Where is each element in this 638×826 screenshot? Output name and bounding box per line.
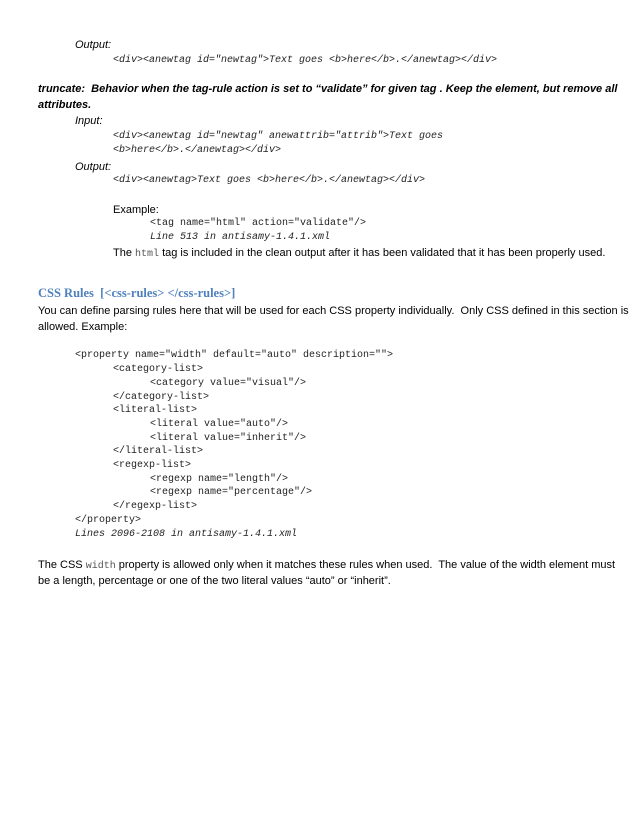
code-line: </property> <box>75 515 142 526</box>
truncate-description-line-2: attributes. <box>38 99 92 111</box>
code-line: <literal value="auto"/> <box>150 419 289 430</box>
code-line: <property name="width" default="auto" description=""> <box>75 350 394 361</box>
css-width-note-line-2: be a length, percentage or one of the two literal values “auto” or “inherit”. <box>38 575 391 587</box>
css-rules-paragraph-line-2: allowed. Example: <box>38 321 128 333</box>
code-line: <literal-list> <box>113 405 198 416</box>
input-code-line-2: <b>here</b>.</anewtag></div> <box>113 145 282 156</box>
html-note-post: tag is included in the clean output after it has been validated that it has been properly used. <box>159 247 606 259</box>
example-code: <tag name="html" action="validate"/> <box>150 218 367 229</box>
input-code-line-1: <div><anewtag id="newtag" anewattrib="attrib">Text goes <box>113 131 444 142</box>
output-label-2: Output: <box>75 161 112 173</box>
code-line: </regexp-list> <box>113 501 198 512</box>
output-label: Output: <box>75 39 112 51</box>
width-inline-code: width <box>85 561 116 572</box>
code-line: <regexp name="percentage"/> <box>150 487 313 498</box>
code-line: </literal-list> <box>113 446 204 457</box>
width-note-post: property is allowed only when it matches these rules when used. The value of the width element must <box>115 559 616 571</box>
code-line: <category-list> <box>113 364 204 375</box>
html-inline-code: html <box>135 249 160 260</box>
code-line: </category-list> <box>113 392 210 403</box>
html-note-pre: The <box>113 247 136 259</box>
output-code: <div><anewtag id="newtag">Text goes <b>here</b>.</anewtag></div> <box>113 55 498 66</box>
code-reference: Lines 2096-2108 in antisamy-1.4.1.xml <box>75 529 298 540</box>
code-line: <literal value="inherit"/> <box>150 433 307 444</box>
css-rules-heading: CSS Rules [<css-rules> </css-rules>] <box>38 286 236 300</box>
css-width-note-line-1 <box>38 558 615 574</box>
width-note-pre: The CSS <box>38 559 86 571</box>
output-code-2: <div><anewtag>Text goes <b>here</b>.</anewtag></div> <box>113 175 426 186</box>
code-line: <regexp name="length"/> <box>150 474 289 485</box>
code-line: <regexp-list> <box>113 460 192 471</box>
example-label: Example: <box>113 204 159 216</box>
truncate-description-line-1: truncate: Behavior when the tag-rule action is set to “validate” for given tag . Keep the element, but remove all <box>38 83 618 95</box>
html-tag-note <box>113 246 605 262</box>
example-reference: Line 513 in antisamy-1.4.1.xml <box>150 232 331 243</box>
css-rules-paragraph-line-1: You can define parsing rules here that will be used for each CSS property individually. Only CSS defined in this section is <box>38 305 629 317</box>
input-label: Input: <box>75 115 103 127</box>
code-line: <category value="visual"/> <box>150 378 307 389</box>
